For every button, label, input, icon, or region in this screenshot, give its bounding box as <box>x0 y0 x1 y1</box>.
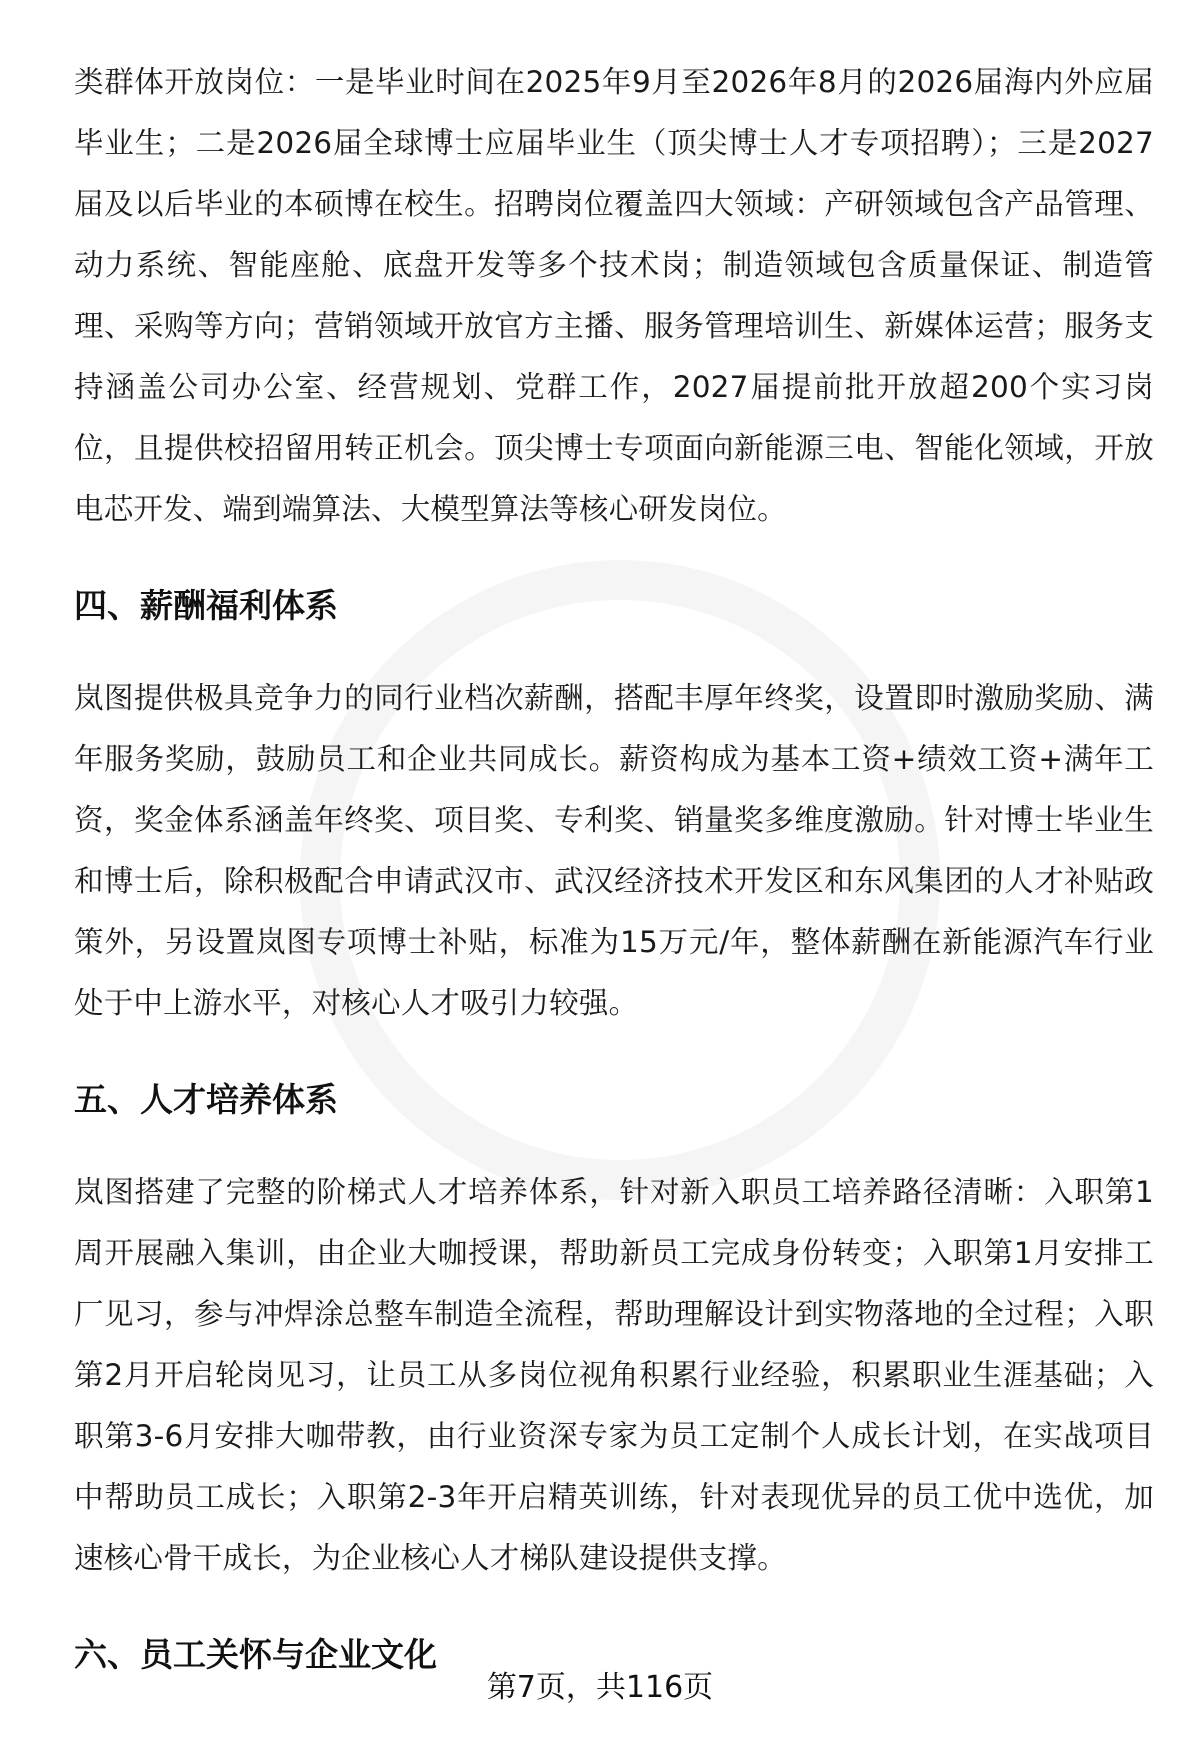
section-paragraph-compensation: 岚图提供极具竞争力的同行业档次薪酬，搭配丰厚年终奖，设置即时激励奖励、满年服务奖励，鼓励员工和企业共同成长。薪资构成为基本工资+绩效工资+满年工资，奖金体系涵盖年终奖、项目奖、专利奖、销量奖多维度激励。针对博士毕业生和博士后，除积极配合申请武汉市、武汉经济技术开发区和东风集团的人才补贴政策外，另设置岚图专项博士补贴，标准为15万元/年，整体薪酬在新能源汽车行业处于中上游水平，对核心人才吸引力较强。 <box>74 681 1154 1020</box>
intro-paragraph: 类群体开放岗位：一是毕业时间在2025年9月至2026年8月的2026届海内外应届毕业生；二是2026届全球博士应届毕业生（顶尖博士人才专项招聘）；三是2027届及以后毕业的本硕博在校生。招聘岗位覆盖四大领域：产研领域包含产品管理、动力系统、智能座舱、底盘开发等多个技术岗；制造领域包含质量保证、制造管理、采购等方向；营销领域开放官方主播、服务管理培训生、新媒体运营；服务支持涵盖公司办公室、经营规划、党群工作，2027届提前批开放超200个实习岗位，且提供校招留用转正机会。顶尖博士专项面向新能源三电、智能化领域，开放电芯开发、端到端算法、大模型算法等核心研发岗位。 <box>74 65 1154 526</box>
section-paragraph-talent-development: 岚图搭建了完整的阶梯式人才培养体系，针对新入职员工培养路径清晰：入职第1周开展融入集训，由企业大咖授课，帮助新员工完成身份转变；入职第1月安排工厂见习，参与冲焊涂总整车制造全流程，帮助理解设计到实物落地的全过程；入职第2月开启轮岗见习，让员工从多岗位视角积累行业经验，积累职业生涯基础；入职第3-6月安排大咖带教，由行业资深专家为员工定制个人成长计划，在实战项目中帮助员工成长；入职第2-3年开启精英训练，针对表现优异的员工优中选优，加速核心骨干成长，为企业核心人才梯队建设提供支撑。 <box>74 1175 1154 1575</box>
section-heading-compensation: 四、薪酬福利体系 <box>74 586 338 625</box>
page-number-footer: 第7页，共116页 <box>486 1670 714 1705</box>
document-body <box>74 52 1154 1679</box>
section-heading-employee-care: 六、员工关怀与企业文化 <box>74 1635 437 1674</box>
section-heading-talent-development: 五、人才培养体系 <box>74 1080 338 1119</box>
